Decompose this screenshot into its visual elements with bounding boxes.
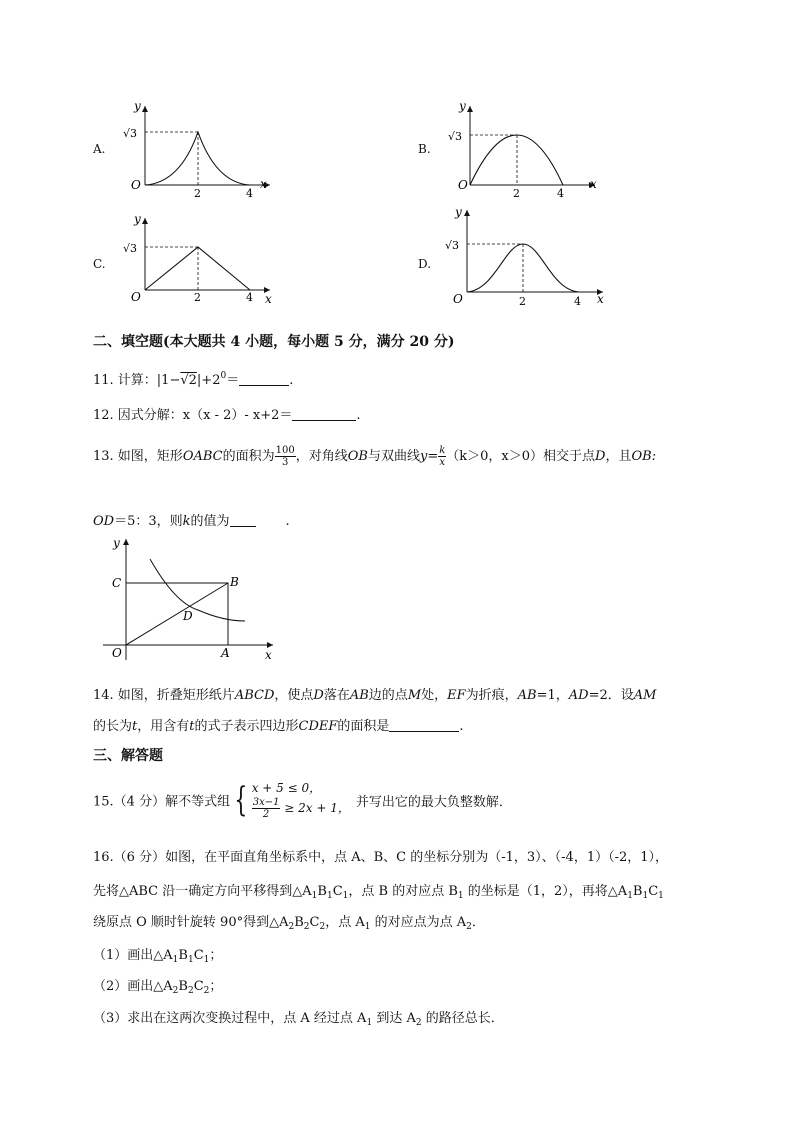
ytick-label: √3 xyxy=(123,242,138,255)
q13-knum: k xyxy=(439,445,446,456)
q13-answer-blank[interactable] xyxy=(230,514,256,527)
q13-area-fraction xyxy=(275,445,296,468)
hyperbola xyxy=(150,559,245,621)
x-label: x xyxy=(265,648,272,662)
sub: 1 xyxy=(642,891,649,901)
q13-num: 100 xyxy=(275,445,295,456)
q13-end: . xyxy=(285,514,290,529)
sub: 1 xyxy=(342,891,349,901)
sub: 1 xyxy=(658,891,664,901)
q14-abcd: ABCD xyxy=(234,688,275,703)
q11-exp: 0 xyxy=(220,371,227,381)
q14-t2: t xyxy=(189,719,195,734)
q13-den: 3 xyxy=(281,457,289,468)
q16-l3d: ，点 A xyxy=(325,915,365,930)
q16-l2g: C xyxy=(648,884,659,899)
origin-label: O xyxy=(458,178,468,192)
q16-l3b: B xyxy=(294,915,304,930)
sub: 1 xyxy=(366,1018,373,1028)
q15-prefix: 15.（4 分）解不等式组 xyxy=(93,794,231,810)
q16-l2f: B xyxy=(632,884,643,899)
q16-l2b: B xyxy=(317,884,327,899)
y-label: y xyxy=(459,99,466,113)
q14-l1f: 为折痕， xyxy=(465,688,518,703)
ytick-label: √3 xyxy=(445,239,460,252)
q11-prefix: 11. 计算：|1− xyxy=(93,373,181,388)
graph-d xyxy=(445,204,610,316)
curve xyxy=(145,132,250,185)
graph-c xyxy=(120,212,280,312)
sub: 2 xyxy=(319,922,326,932)
ytick-label: √3 xyxy=(448,130,463,143)
sub: 2 xyxy=(466,922,472,932)
q16-p2c: C xyxy=(193,979,204,994)
q12-answer-blank[interactable] xyxy=(292,408,356,421)
sub: 1 xyxy=(203,955,210,965)
q16-p2a: （2）画出△A xyxy=(93,979,173,994)
y-axis-arrow xyxy=(142,218,148,224)
q15-den: 2 xyxy=(262,809,270,820)
q11-mid: |+2 xyxy=(196,373,221,388)
q14-ef: EF xyxy=(447,688,466,703)
q16-p3a: （3）求出在这两次变换过程中，点 A 经过点 A xyxy=(93,1011,367,1026)
q14-l2b: ，用含有 xyxy=(137,719,190,734)
q14-ab: AB xyxy=(349,688,369,703)
q14-m: M xyxy=(407,688,422,703)
sub: 1 xyxy=(364,922,371,932)
xtick-2: 2 xyxy=(194,291,201,304)
q16-l3f: ． xyxy=(471,915,485,930)
sub: 1 xyxy=(172,955,179,965)
q14-ab2: AB xyxy=(517,688,537,703)
sub: 1 xyxy=(187,955,194,965)
question-13-line-1 xyxy=(93,445,656,468)
question-16-part-2 xyxy=(93,975,222,996)
q16-p1a: （1）画出△A xyxy=(93,948,173,963)
q16-l3a: 绕原点 O 顺时针旋转 90°得到△A xyxy=(93,915,289,930)
q15-fraction xyxy=(252,797,281,820)
option-b-label: B. xyxy=(418,142,431,156)
q11-end: . xyxy=(289,373,294,388)
q16-l2c: C xyxy=(332,884,343,899)
q14-l1g: =1， xyxy=(536,688,569,703)
q13-kden: x xyxy=(439,457,446,468)
y-label: y xyxy=(113,536,120,550)
q11-answer-blank[interactable] xyxy=(239,373,289,386)
q13-oabc: OABC xyxy=(182,449,223,464)
q15-suffix: 并写出它的最大负整数解． xyxy=(355,794,512,810)
sub: 1 xyxy=(457,891,464,901)
q14-t: t xyxy=(132,719,138,734)
origin-label: O xyxy=(131,178,141,192)
sub: 2 xyxy=(303,922,310,932)
q14-answer-blank[interactable] xyxy=(389,719,459,732)
q13-p1: 13. 如图，矩形 xyxy=(93,449,183,464)
origin-label: O xyxy=(131,290,141,304)
sub: 1 xyxy=(627,891,633,901)
q12-end: . xyxy=(356,408,361,423)
question-13-line-2 xyxy=(93,510,290,529)
q13-ob2: OB: xyxy=(631,449,657,464)
q14-am: AM xyxy=(633,688,657,703)
q16-p3c: 的路径总长． xyxy=(421,1011,504,1026)
q13-od: OD xyxy=(93,514,115,529)
q16-l3c: C xyxy=(309,915,320,930)
q11-sqrt: √2 xyxy=(180,373,197,388)
ytick-label: √3 xyxy=(123,127,138,140)
x-label: x xyxy=(590,177,597,191)
q16-p1b: B xyxy=(178,948,188,963)
q15-brace: { xyxy=(234,780,248,820)
sub: 1 xyxy=(311,891,318,901)
x-label: x xyxy=(265,292,272,306)
q16-l3e: 的对应点为点 A xyxy=(370,915,467,930)
c-label: C xyxy=(112,576,122,590)
q14-cdef: CDEF xyxy=(298,719,338,734)
q13-d: D xyxy=(595,449,606,464)
option-c-label: C. xyxy=(93,257,106,271)
question-16-line-2 xyxy=(93,880,664,901)
y-axis-arrow xyxy=(467,106,473,112)
q14-l1h: =2．设 xyxy=(588,688,634,703)
q13-p2: 的面积为 xyxy=(222,449,275,464)
graph-a xyxy=(120,98,280,198)
q15-ineq-2-row xyxy=(252,797,350,820)
q14-l1c: 落在 xyxy=(323,688,350,703)
question-16-part-1 xyxy=(93,944,222,965)
o-label: O xyxy=(112,646,122,660)
y-axis-arrow xyxy=(464,210,470,216)
graph-b xyxy=(445,98,605,198)
question-16-line-1: 16.（6 分）如图，在平面直角坐标系中，点 A、B、C 的坐标分别为（-1，3）、（-4，1）（-2，1）， xyxy=(93,850,669,865)
curve xyxy=(470,135,563,185)
q14-l2d: 的面积是 xyxy=(337,719,390,734)
q15-num: 3x−1 xyxy=(252,797,280,808)
q11-suffix: ＝ xyxy=(226,373,240,388)
b-label: B xyxy=(230,575,239,589)
q16-p2d: ； xyxy=(209,979,223,994)
q16-p1c: C xyxy=(193,948,204,963)
question-16-line-3 xyxy=(93,911,485,932)
section-2-heading: 二、填空题(本大题共 4 小题，每小题 5 分，满分 20 分) xyxy=(93,334,455,350)
x-label: x xyxy=(597,292,604,306)
xtick-2: 2 xyxy=(519,295,526,308)
q15-system xyxy=(252,780,350,820)
sub: 1 xyxy=(326,891,333,901)
section-3-heading: 三、解答题 xyxy=(93,748,163,764)
q16-p3b: 到达 A xyxy=(372,1011,416,1026)
q13-k: k xyxy=(182,514,191,529)
sub: 2 xyxy=(172,986,179,996)
q16-l2e: 的坐标是（1，2），再将△A xyxy=(463,884,628,899)
a-label: A xyxy=(221,646,230,660)
sub: 2 xyxy=(415,1018,422,1028)
q15-ineq-1: x + 5 ≤ 0， xyxy=(251,781,322,795)
q14-l1d: 边的点 xyxy=(368,688,408,703)
sub: 2 xyxy=(203,986,210,996)
d-label: D xyxy=(183,609,193,623)
q16-l2d: ，点 B 的对应点 B xyxy=(348,884,458,899)
curve xyxy=(145,247,250,290)
y-axis-arrow xyxy=(142,106,148,112)
q16-l2a: 先将△ABC 沿一确定方向平移得到△A xyxy=(93,884,312,899)
sub: 2 xyxy=(187,986,194,996)
option-a-label: A. xyxy=(93,142,106,156)
q13-value-of: 的值为 xyxy=(190,514,230,529)
diagonal-ob xyxy=(126,583,228,645)
q14-ad: AD xyxy=(568,688,589,703)
q14-l2a: 的长为 xyxy=(93,719,133,734)
question-14-line-2 xyxy=(93,715,464,734)
q16-p2b: B xyxy=(178,979,188,994)
q13-yeq: y= xyxy=(419,449,439,464)
q14-l2c: 的式子表示四边形 xyxy=(194,719,299,734)
question-15 xyxy=(93,780,512,820)
q13-ratio: ＝5：3，则 xyxy=(114,514,183,529)
xtick-4: 4 xyxy=(246,291,253,304)
q14-l1b: ，使点 xyxy=(274,688,314,703)
q14-d: D xyxy=(313,688,324,703)
y-label: y xyxy=(134,99,141,113)
xtick-2: 2 xyxy=(513,187,520,200)
xtick-4: 4 xyxy=(574,295,581,308)
origin-label: O xyxy=(453,292,463,306)
q14-l1e: 处， xyxy=(421,688,448,703)
q13-ob: OB xyxy=(347,449,368,464)
q13-p3: ，对角线 xyxy=(295,449,348,464)
xtick-2: 2 xyxy=(194,187,201,200)
xtick-4: 4 xyxy=(246,187,253,200)
q14-l1a: 14. 如图，折叠矩形纸片 xyxy=(93,688,235,703)
sub: 2 xyxy=(288,922,295,932)
q13-p4: 与双曲线 xyxy=(367,449,420,464)
q13-p5: （k＞0，x＞0）相交于点 xyxy=(446,449,596,464)
y-label: y xyxy=(455,205,462,219)
q15-ineq-2: ≥ 2x + 1， xyxy=(284,801,350,815)
question-14-line-1 xyxy=(93,684,656,703)
option-d-label: D. xyxy=(418,257,432,271)
question-12 xyxy=(93,404,361,423)
q14-end: . xyxy=(459,719,464,734)
y-axis-arrow xyxy=(123,539,129,545)
q16-p1d: ； xyxy=(209,948,223,963)
x-label: x xyxy=(260,177,267,191)
q12-text: 12. 因式分解：x（x - 2）- x+2＝ xyxy=(93,408,293,423)
y-label: y xyxy=(134,212,141,226)
xtick-4: 4 xyxy=(557,187,564,200)
figure-13 xyxy=(93,535,283,665)
q13-p6: ，且 xyxy=(605,449,632,464)
question-11 xyxy=(93,369,293,388)
question-16-part-3 xyxy=(93,1007,504,1028)
